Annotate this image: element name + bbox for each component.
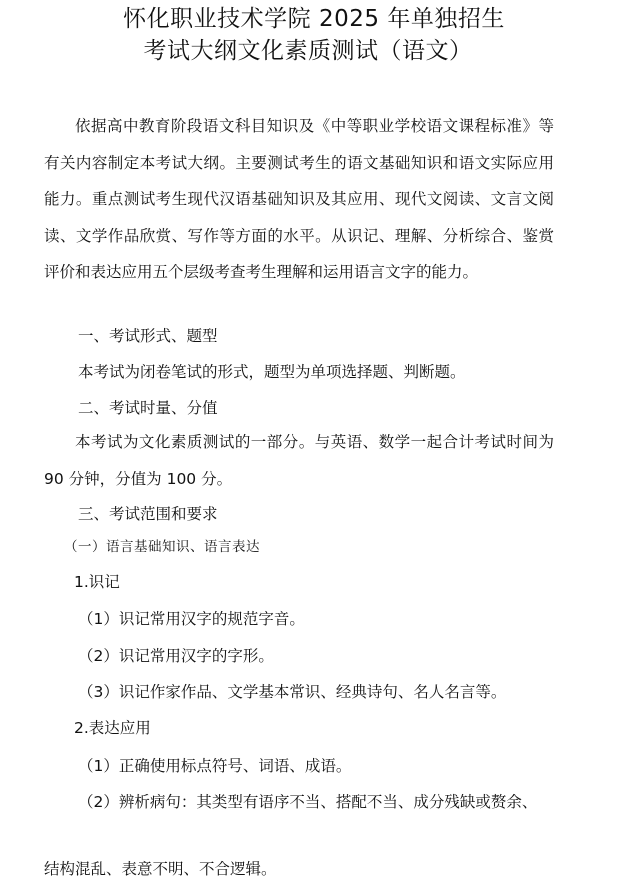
item-2-1: （1）正确使用标点符号、词语、成语。 <box>78 757 352 775</box>
document-title-line-1: 怀化职业技术学院 2025 年单独招生 <box>123 6 505 32</box>
item-1-3: （3）识记作家作品、文学基本常识、经典诗句、名人名言等。 <box>78 683 507 701</box>
item-1-heading: 1.识记 <box>74 573 120 591</box>
section-2-body: 本考试为文化素质测试的一部分。与英语、数学一起合计考试时间为 90 分钟，分值为 100 分。 <box>44 433 554 488</box>
section-2-heading: 二、考试时量、分值 <box>78 399 218 417</box>
item-2-2: （2）辨析病句：其类型有语序不当、搭配不当、成分残缺或赘余、 <box>78 793 538 811</box>
document-title-line-2: 考试大纲文化素质测试（语文） <box>143 38 473 64</box>
intro-paragraph: 依据高中教育阶段语文科目知识及《中等职业学校语文课程标准》等有关内容制定本考试大纲。主要测试考生的语文基础知识和语文实际应用能力。重点测试考生现代汉语基础知识及其应用、现代文阅读、文言文阅读、文学作品欣赏、写作等方面的水平。从识记、理解、分析综合、鉴赏评价和表达应用五个层级考查考生理解和运用语言文字的能力。 <box>44 117 554 281</box>
item-1-1: （1）识记常用汉字的规范字音。 <box>78 610 305 628</box>
subsection-1-heading: （一）语言基础知识、语言表达 <box>64 539 260 555</box>
section-1-body: 本考试为闭卷笔试的形式，题型为单项选择题、判断题。 <box>78 363 466 381</box>
item-1-2: （2）识记常用汉字的字形。 <box>78 647 274 665</box>
section-1-heading: 一、考试形式、题型 <box>78 327 218 345</box>
section-3-heading: 三、考试范围和要求 <box>78 505 218 523</box>
item-2-2-continued: 结构混乱、表意不明、不合逻辑。 <box>44 860 277 878</box>
item-2-heading: 2.表达应用 <box>74 719 151 737</box>
